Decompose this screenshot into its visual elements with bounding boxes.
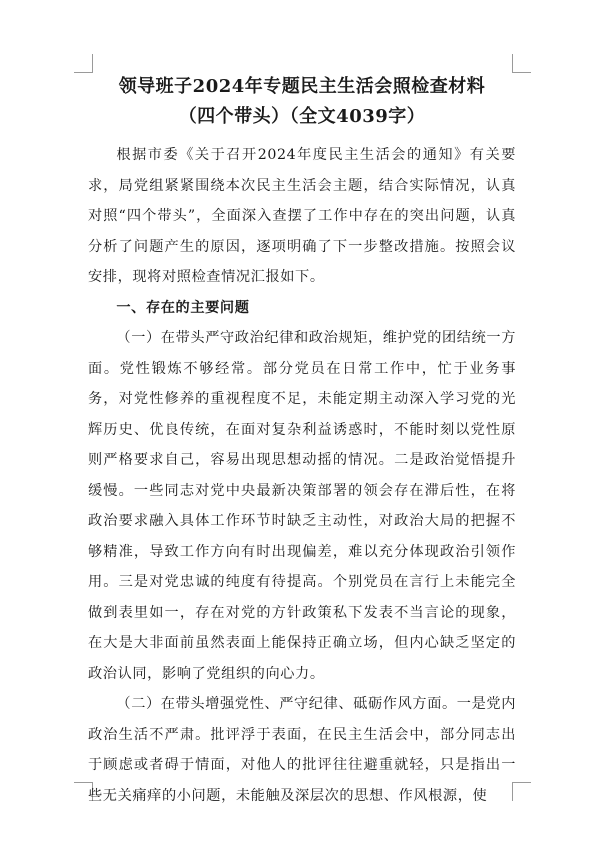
document-body: [88, 70, 516, 811]
intro-paragraph: 根据市委《关于召开2024年度民主生活会的通知》有关要求，局党组紧紧围绕本次民主生活会主题，结合实际情况，认真对照“四个带头”，全面深入查摆了工作中存在的突出问题，认真分析了问题产生的原因，逐项明确了下一步整改措施。按照会议安排，现将对照检查情况汇报如下。: [88, 147, 516, 285]
body-paragraph: （一）在带头严守政治纪律和政治规矩，维护党的团结统一方面。党性锻炼不够经常。部分党员在日常工作中，忙于业务事务，对党性修养的重视程度不足，未能定期主动深入学习党的光辉历史、优良传统，在面对复杂利益诱惑时，不能时刻以党性原则严格要求自己，容易出现思想动摇的情况。二是政治觉悟提升缓慢。一些同志对党中央最新决策部署的领会存在滞后性，在将政治要求融入具体工作环节时缺乏主动性，对政治大局的把握不够精准，导致工作方向有时出现偏差，难以充分体现政治引领作用。三是对党忠诚的纯度有待提高。个别党员在言行上未能完全做到表里如一，存在对党的方针政策私下发表不当言论的现象，在大是大非面前虽然表面上能保持正确立场，但内心缺乏坚定的政治认同，影响了党组织的向心力。: [88, 330, 516, 682]
body-paragraph: （二）在带头增强党性、严守纪律、砥砺作风方面。一是党内政治生活不严肃。批评浮于表面，在民主生活会中，部分同志出于顾虑或者碍于情面，对他人的批评往往避重就轻，只是指出一些无关痛痒的小问题，未能触及深层次的思想、作风根源，使: [88, 696, 516, 804]
document-title: 领导班子2024年专题民主生活会照检查材料: [118, 76, 486, 97]
section-heading: 一、存在的主要问题: [116, 299, 250, 316]
document-subtitle: （四个带头）（全文4039字）: [178, 106, 426, 127]
